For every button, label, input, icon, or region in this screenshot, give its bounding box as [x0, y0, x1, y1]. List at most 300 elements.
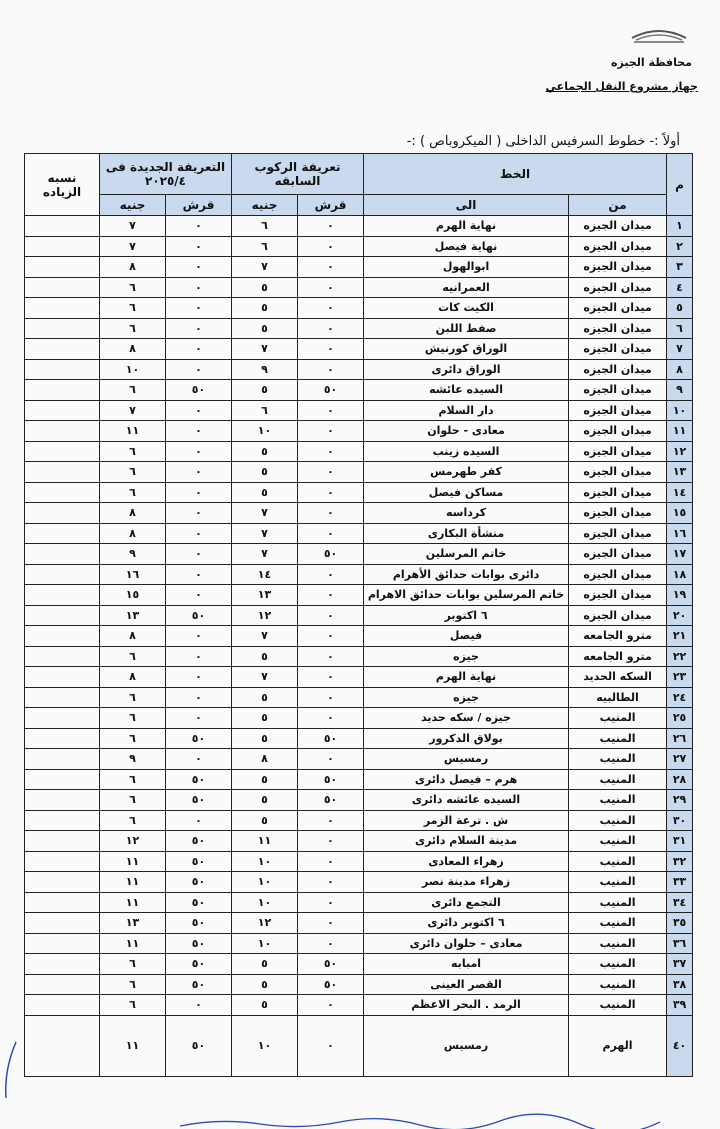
new-piaster-cell: ٥٠: [166, 728, 232, 749]
new-pound-cell: ٧: [100, 400, 166, 421]
row-number: ٣٦: [667, 933, 693, 954]
new-piaster-cell: ٥٠: [166, 790, 232, 811]
new-pound-cell: ٦: [100, 769, 166, 790]
to-cell: هرم – فيصل دائرى: [364, 769, 569, 790]
new-pound-cell: ٩: [100, 544, 166, 565]
to-cell: كفر طهرمس: [364, 462, 569, 483]
increase-cell: [25, 482, 100, 503]
to-cell: دار السلام: [364, 400, 569, 421]
row-number: ٣١: [667, 831, 693, 852]
to-cell: نهاية الهرم: [364, 216, 569, 237]
new-piaster-cell: ٥٠: [166, 1015, 232, 1076]
row-number: ٦: [667, 318, 693, 339]
old-piaster-cell: ٠: [298, 851, 364, 872]
new-pound-cell: ٦: [100, 380, 166, 401]
to-cell: السيده عائشه: [364, 380, 569, 401]
new-pound-cell: ٨: [100, 667, 166, 688]
increase-cell: [25, 831, 100, 852]
new-piaster-cell: ٥٠: [166, 974, 232, 995]
from-cell: المنيب: [569, 995, 667, 1016]
to-cell: فيصل: [364, 626, 569, 647]
new-piaster-cell: ٠: [166, 277, 232, 298]
new-pound-cell: ٨: [100, 339, 166, 360]
old-piaster-cell: ٠: [298, 667, 364, 688]
row-number: ٢٠: [667, 605, 693, 626]
old-pound-cell: ١٠: [232, 892, 298, 913]
from-cell: ميدان الجيزه: [569, 482, 667, 503]
table-row: [25, 216, 693, 237]
new-piaster-cell: ٠: [166, 564, 232, 585]
to-cell: مساكن فيصل: [364, 482, 569, 503]
to-cell: خاتم المرسلين: [364, 544, 569, 565]
table-row: [25, 810, 693, 831]
from-cell: ميدان الجيزه: [569, 523, 667, 544]
row-number: ١١: [667, 421, 693, 442]
new-pound-cell: ٦: [100, 790, 166, 811]
increase-cell: [25, 605, 100, 626]
new-pound-cell: ١١: [100, 421, 166, 442]
from-cell: المنيب: [569, 708, 667, 729]
increase-cell: [25, 1015, 100, 1076]
row-number: ٣٣: [667, 872, 693, 893]
new-piaster-cell: ٠: [166, 482, 232, 503]
fares-table: [24, 153, 693, 1077]
to-cell: ٦ اكتوبر: [364, 605, 569, 626]
from-cell: ميدان الجيزه: [569, 359, 667, 380]
old-pound-cell: ٥: [232, 298, 298, 319]
agency-name: جهاز مشروع النقل الجماعي: [545, 80, 698, 93]
table-row: [25, 441, 693, 462]
new-piaster-cell: ٠: [166, 749, 232, 770]
from-cell: ميدان الجيزه: [569, 236, 667, 257]
old-pound-cell: ٥: [232, 277, 298, 298]
table-row: [25, 339, 693, 360]
to-cell: جيزه: [364, 646, 569, 667]
new-pound-cell: ٨: [100, 257, 166, 278]
row-number: ١٢: [667, 441, 693, 462]
increase-cell: [25, 277, 100, 298]
increase-cell: [25, 769, 100, 790]
old-pound-cell: ٥: [232, 646, 298, 667]
table-row: [25, 626, 693, 647]
from-cell: ميدان الجيزه: [569, 544, 667, 565]
old-piaster-cell: ٥٠: [298, 380, 364, 401]
table-row: [25, 400, 693, 421]
header-old-piaster: قرش: [298, 195, 364, 216]
old-pound-cell: ٨: [232, 749, 298, 770]
row-number: ٣: [667, 257, 693, 278]
old-piaster-cell: ٠: [298, 216, 364, 237]
old-pound-cell: ٦: [232, 216, 298, 237]
from-cell: ميدان الجيزه: [569, 421, 667, 442]
new-pound-cell: ٦: [100, 995, 166, 1016]
from-cell: السكه الحديد: [569, 667, 667, 688]
from-cell: ميدان الجيزه: [569, 564, 667, 585]
new-piaster-cell: ٠: [166, 441, 232, 462]
new-piaster-cell: ٠: [166, 236, 232, 257]
increase-cell: [25, 933, 100, 954]
header-from: من: [569, 195, 667, 216]
new-pound-cell: ١٥: [100, 585, 166, 606]
section-title: أولاً :- خطوط السرفيس الداخلى ( الميكروباص ) :-: [406, 134, 680, 149]
increase-cell: [25, 380, 100, 401]
old-piaster-cell: ٠: [298, 277, 364, 298]
from-cell: المنيب: [569, 872, 667, 893]
new-pound-cell: ١١: [100, 892, 166, 913]
fares-table-body: [25, 216, 693, 1077]
table-row: [25, 564, 693, 585]
to-cell: نهاية فيصل: [364, 236, 569, 257]
old-piaster-cell: ٠: [298, 298, 364, 319]
table-row: [25, 933, 693, 954]
old-piaster-cell: ٠: [298, 318, 364, 339]
old-pound-cell: ١٢: [232, 913, 298, 934]
old-piaster-cell: ٥٠: [298, 790, 364, 811]
new-pound-cell: ٦: [100, 687, 166, 708]
new-piaster-cell: ٠: [166, 646, 232, 667]
row-number: ٣٧: [667, 954, 693, 975]
table-row: [25, 646, 693, 667]
increase-cell: [25, 872, 100, 893]
to-cell: بولاق الدكرور: [364, 728, 569, 749]
new-pound-cell: ١٣: [100, 605, 166, 626]
new-pound-cell: ٨: [100, 503, 166, 524]
new-piaster-cell: ٠: [166, 810, 232, 831]
new-piaster-cell: ٠: [166, 462, 232, 483]
increase-cell: [25, 995, 100, 1016]
old-pound-cell: ٧: [232, 626, 298, 647]
table-row: [25, 769, 693, 790]
new-piaster-cell: ٠: [166, 359, 232, 380]
to-cell: ٦ اكتوبر دائرى: [364, 913, 569, 934]
from-cell: ميدان الجيزه: [569, 277, 667, 298]
old-pound-cell: ١١: [232, 831, 298, 852]
new-pound-cell: ٨: [100, 626, 166, 647]
new-piaster-cell: ٥٠: [166, 933, 232, 954]
from-cell: المنيب: [569, 892, 667, 913]
from-cell: مترو الجامعه: [569, 626, 667, 647]
new-pound-cell: ٩: [100, 749, 166, 770]
new-pound-cell: ٦: [100, 441, 166, 462]
row-number: ٢١: [667, 626, 693, 647]
from-cell: ميدان الجيزه: [569, 339, 667, 360]
old-pound-cell: ٧: [232, 503, 298, 524]
table-row: [25, 872, 693, 893]
new-pound-cell: ٦: [100, 318, 166, 339]
old-piaster-cell: ٠: [298, 605, 364, 626]
old-piaster-cell: ٠: [298, 626, 364, 647]
increase-cell: [25, 544, 100, 565]
new-piaster-cell: ٠: [166, 339, 232, 360]
old-pound-cell: ٥: [232, 954, 298, 975]
increase-cell: [25, 441, 100, 462]
increase-cell: [25, 810, 100, 831]
row-number: ٢٤: [667, 687, 693, 708]
new-pound-cell: ٦: [100, 462, 166, 483]
increase-cell: [25, 708, 100, 729]
row-number: ٩: [667, 380, 693, 401]
row-number: ١: [667, 216, 693, 237]
old-piaster-cell: ٥٠: [298, 728, 364, 749]
to-cell: السيده زينب: [364, 441, 569, 462]
increase-cell: [25, 564, 100, 585]
row-number: ١٣: [667, 462, 693, 483]
increase-cell: [25, 687, 100, 708]
new-piaster-cell: ٥٠: [166, 913, 232, 934]
table-row: [25, 1015, 693, 1076]
old-piaster-cell: ٥٠: [298, 769, 364, 790]
old-pound-cell: ٥: [232, 462, 298, 483]
new-pound-cell: ٦: [100, 974, 166, 995]
table-row: [25, 359, 693, 380]
to-cell: العمرانيه: [364, 277, 569, 298]
row-number: ٢٦: [667, 728, 693, 749]
row-number: ٢٥: [667, 708, 693, 729]
new-piaster-cell: ٥٠: [166, 851, 232, 872]
increase-cell: [25, 503, 100, 524]
old-piaster-cell: ٥٠: [298, 974, 364, 995]
increase-cell: [25, 728, 100, 749]
old-piaster-cell: ٠: [298, 687, 364, 708]
new-piaster-cell: ٠: [166, 708, 232, 729]
row-number: ٢: [667, 236, 693, 257]
table-row: [25, 728, 693, 749]
handwriting-scribble-icon: [180, 1112, 660, 1129]
table-row: [25, 995, 693, 1016]
table-row: [25, 667, 693, 688]
new-pound-cell: ٧: [100, 216, 166, 237]
to-cell: زهراء المعادى: [364, 851, 569, 872]
old-piaster-cell: ٠: [298, 749, 364, 770]
new-pound-cell: ١١: [100, 933, 166, 954]
new-piaster-cell: ٥٠: [166, 872, 232, 893]
new-piaster-cell: ٠: [166, 421, 232, 442]
table-row: [25, 954, 693, 975]
to-cell: ابوالهول: [364, 257, 569, 278]
new-piaster-cell: ٥٠: [166, 605, 232, 626]
to-cell: صفط اللبن: [364, 318, 569, 339]
from-cell: المنيب: [569, 851, 667, 872]
old-piaster-cell: ٠: [298, 564, 364, 585]
new-pound-cell: ٦: [100, 810, 166, 831]
old-piaster-cell: ٠: [298, 646, 364, 667]
old-piaster-cell: ٠: [298, 400, 364, 421]
from-cell: المنيب: [569, 933, 667, 954]
new-piaster-cell: ٠: [166, 400, 232, 421]
old-pound-cell: ٥: [232, 708, 298, 729]
new-piaster-cell: ٠: [166, 585, 232, 606]
to-cell: ش . ترعة الزمر: [364, 810, 569, 831]
table-row: [25, 462, 693, 483]
table-row: [25, 482, 693, 503]
header-old-fare: تعريفة الركوب السابقه: [232, 154, 364, 195]
increase-cell: [25, 954, 100, 975]
governorate-name: محافظة الجيزه: [611, 56, 692, 69]
new-pound-cell: ١٠: [100, 359, 166, 380]
table-row: [25, 790, 693, 811]
old-pound-cell: ١٠: [232, 1015, 298, 1076]
new-pound-cell: ٦: [100, 482, 166, 503]
increase-cell: [25, 462, 100, 483]
to-cell: الكيت كات: [364, 298, 569, 319]
to-cell: الوراق دائرى: [364, 359, 569, 380]
old-piaster-cell: ٥٠: [298, 544, 364, 565]
header-new-pound: جنيه: [100, 195, 166, 216]
new-piaster-cell: ٠: [166, 687, 232, 708]
row-number: ٤٠: [667, 1015, 693, 1076]
new-pound-cell: ١٦: [100, 564, 166, 585]
new-piaster-cell: ٠: [166, 257, 232, 278]
new-pound-cell: ١١: [100, 1015, 166, 1076]
new-pound-cell: ٦: [100, 728, 166, 749]
old-pound-cell: ٩: [232, 359, 298, 380]
to-cell: الرمد . البحر الاعظم: [364, 995, 569, 1016]
increase-cell: [25, 339, 100, 360]
increase-cell: [25, 974, 100, 995]
old-piaster-cell: ٠: [298, 933, 364, 954]
table-row: [25, 585, 693, 606]
table-row: [25, 257, 693, 278]
row-number: ١٤: [667, 482, 693, 503]
old-pound-cell: ١٢: [232, 605, 298, 626]
from-cell: المنيب: [569, 831, 667, 852]
old-piaster-cell: ٠: [298, 585, 364, 606]
header-line: الخط: [364, 154, 667, 195]
to-cell: التجمع دائرى: [364, 892, 569, 913]
new-piaster-cell: ٥٠: [166, 831, 232, 852]
new-piaster-cell: ٠: [166, 298, 232, 319]
increase-cell: [25, 892, 100, 913]
from-cell: ميدان الجيزه: [569, 216, 667, 237]
row-number: ٣٤: [667, 892, 693, 913]
increase-cell: [25, 749, 100, 770]
new-piaster-cell: ٠: [166, 503, 232, 524]
row-number: ٣٥: [667, 913, 693, 934]
old-pound-cell: ٥: [232, 318, 298, 339]
table-row: [25, 318, 693, 339]
old-piaster-cell: ٠: [298, 913, 364, 934]
row-number: ٢٨: [667, 769, 693, 790]
old-piaster-cell: ٠: [298, 482, 364, 503]
row-number: ٢٧: [667, 749, 693, 770]
new-piaster-cell: ٥٠: [166, 892, 232, 913]
row-number: ١٦: [667, 523, 693, 544]
old-pound-cell: ٥: [232, 380, 298, 401]
table-row: [25, 974, 693, 995]
from-cell: المنيب: [569, 749, 667, 770]
to-cell: مدينة السلام دائرى: [364, 831, 569, 852]
old-pound-cell: ٧: [232, 544, 298, 565]
from-cell: مترو الجامعه: [569, 646, 667, 667]
old-piaster-cell: ٠: [298, 892, 364, 913]
new-pound-cell: ٦: [100, 646, 166, 667]
old-pound-cell: ٦: [232, 400, 298, 421]
from-cell: الطالبيه: [569, 687, 667, 708]
governorate-logo-icon: [624, 22, 694, 46]
old-piaster-cell: ٠: [298, 503, 364, 524]
to-cell: منشأة البكارى: [364, 523, 569, 544]
old-piaster-cell: ٠: [298, 810, 364, 831]
new-piaster-cell: ٠: [166, 523, 232, 544]
increase-cell: [25, 359, 100, 380]
new-piaster-cell: ٠: [166, 318, 232, 339]
increase-cell: [25, 257, 100, 278]
table-row: [25, 831, 693, 852]
new-piaster-cell: ٠: [166, 626, 232, 647]
new-pound-cell: ٨: [100, 523, 166, 544]
increase-cell: [25, 585, 100, 606]
old-pound-cell: ٧: [232, 257, 298, 278]
pen-mark-icon: [0, 1040, 20, 1100]
row-number: ٢٩: [667, 790, 693, 811]
old-pound-cell: ٥: [232, 810, 298, 831]
old-pound-cell: ٥: [232, 482, 298, 503]
table-row: [25, 503, 693, 524]
new-pound-cell: ١٢: [100, 831, 166, 852]
to-cell: كرداسه: [364, 503, 569, 524]
new-piaster-cell: ٠: [166, 216, 232, 237]
from-cell: المنيب: [569, 728, 667, 749]
from-cell: المنيب: [569, 810, 667, 831]
header-old-pound: جنيه: [232, 195, 298, 216]
old-piaster-cell: ٠: [298, 462, 364, 483]
new-pound-cell: ١٣: [100, 913, 166, 934]
to-cell: رمسيس: [364, 1015, 569, 1076]
old-piaster-cell: ٥٠: [298, 954, 364, 975]
old-pound-cell: ٥: [232, 687, 298, 708]
new-piaster-cell: ٠: [166, 544, 232, 565]
old-piaster-cell: ٠: [298, 257, 364, 278]
from-cell: ميدان الجيزه: [569, 298, 667, 319]
old-piaster-cell: ٠: [298, 523, 364, 544]
old-piaster-cell: ٠: [298, 708, 364, 729]
table-row: [25, 851, 693, 872]
old-pound-cell: ٥: [232, 728, 298, 749]
old-piaster-cell: ٠: [298, 995, 364, 1016]
to-cell: زهراء مدينة نصر: [364, 872, 569, 893]
table-row: [25, 913, 693, 934]
table-row: [25, 277, 693, 298]
from-cell: ميدان الجيزه: [569, 318, 667, 339]
old-pound-cell: ١٠: [232, 872, 298, 893]
to-cell: جيزه: [364, 687, 569, 708]
new-pound-cell: ٦: [100, 708, 166, 729]
increase-cell: [25, 298, 100, 319]
old-pound-cell: ٦: [232, 236, 298, 257]
table-row: [25, 544, 693, 565]
from-cell: الهرم: [569, 1015, 667, 1076]
old-pound-cell: ٥: [232, 441, 298, 462]
table-row: [25, 298, 693, 319]
old-piaster-cell: ٠: [298, 872, 364, 893]
from-cell: ميدان الجيزه: [569, 257, 667, 278]
from-cell: ميدان الجيزه: [569, 462, 667, 483]
new-pound-cell: ١١: [100, 872, 166, 893]
new-pound-cell: ٦: [100, 954, 166, 975]
to-cell: السيده عائشه دائرى: [364, 790, 569, 811]
from-cell: ميدان الجيزه: [569, 585, 667, 606]
old-piaster-cell: ٠: [298, 1015, 364, 1076]
increase-cell: [25, 400, 100, 421]
header-increase: نسبه الزياده: [25, 154, 100, 216]
old-piaster-cell: ٠: [298, 421, 364, 442]
table-row: [25, 236, 693, 257]
old-pound-cell: ١٤: [232, 564, 298, 585]
old-pound-cell: ٧: [232, 339, 298, 360]
new-pound-cell: ١١: [100, 851, 166, 872]
old-piaster-cell: ٠: [298, 831, 364, 852]
new-pound-cell: ٧: [100, 236, 166, 257]
